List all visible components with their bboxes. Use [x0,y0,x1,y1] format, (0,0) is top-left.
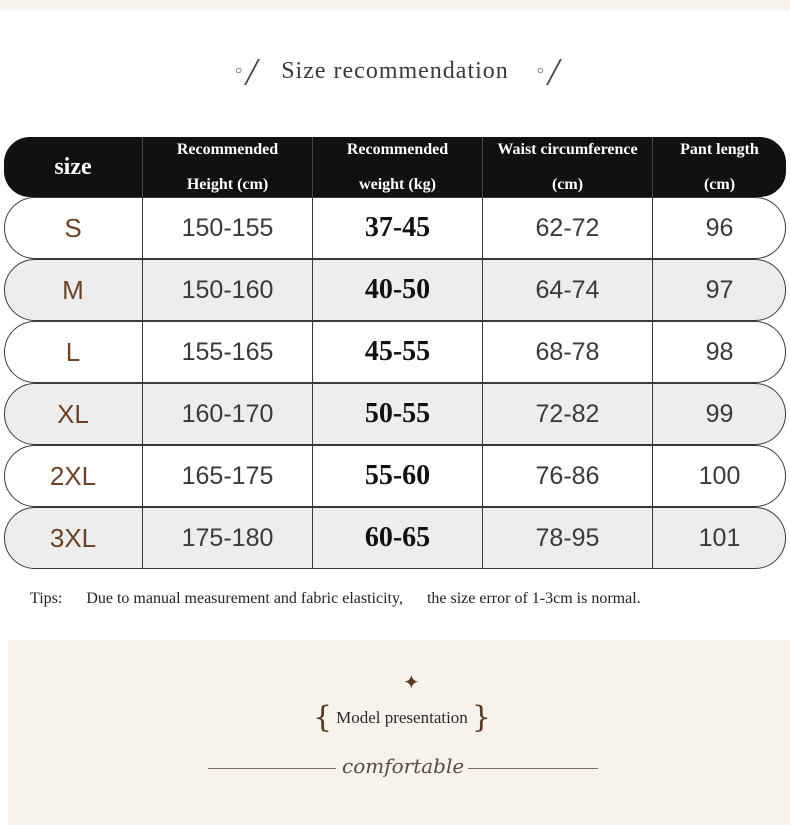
waist-cell: 78-95 [535,523,600,552]
table-row [4,445,786,507]
left-decoration-icon: ○ [235,59,253,85]
divider-right [468,768,598,769]
model-presentation-section [8,640,790,825]
divider-left [208,768,336,769]
header-waist: Waist circumference (cm) [482,137,652,197]
waist-cell: 68-78 [535,337,600,366]
header-size: size [54,153,92,180]
table-row [4,507,786,569]
height-cell: 155-165 [181,337,274,366]
title-section [0,58,790,85]
comfortable-script: comfortable [342,754,465,778]
size-cell: 3XL [49,522,97,553]
size-cell: 2XL [49,460,97,491]
title-row [235,58,555,85]
tips-text-1: Due to manual measurement and fabric elasticity, [86,590,403,607]
weight-cell: 50-55 [364,398,431,429]
waist-cell: 64-74 [535,275,600,304]
size-table [4,137,786,569]
height-cell: 165-175 [181,461,274,490]
model-presentation-label: Model presentation [336,707,468,727]
weight-cell: 45-55 [364,336,431,367]
size-cell: S [64,212,82,243]
pant-length-cell: 100 [698,461,741,490]
right-decoration-icon: ○ [537,59,555,85]
table-row [4,197,786,259]
height-cell: 175-180 [181,523,274,552]
right-brace-icon: } [471,700,491,735]
tips-text-2: the size error of 1-3cm is normal. [426,590,641,607]
pant-length-cell: 96 [705,213,734,242]
table-row [4,383,786,445]
weight-cell: 40-50 [364,274,431,305]
table-row [4,321,786,383]
weight-cell: 55-60 [364,460,431,491]
table-row [4,259,786,321]
table-header [4,137,786,197]
height-cell: 150-155 [181,213,274,242]
waist-cell: 76-86 [535,461,600,490]
size-cell: L [65,336,81,367]
star-icon: ✦ [403,672,420,694]
size-cell: M [62,274,84,305]
pant-length-cell: 98 [705,337,734,366]
size-cell: XL [57,398,89,429]
weight-cell: 60-65 [364,522,431,553]
header-weight: Recommended weight (kg) [312,137,482,197]
header-height: Recommended Height (cm) [142,137,312,197]
top-strip [0,0,790,10]
tips-label: Tips: [30,590,63,607]
waist-cell: 62-72 [535,213,600,242]
page-title: Size recommendation [281,58,509,84]
pant-length-cell: 99 [705,399,734,428]
pant-length-cell: 97 [705,275,734,304]
height-cell: 150-160 [181,275,274,304]
left-brace-icon: { [313,700,333,735]
model-presentation-heading [313,700,491,735]
header-pant-length: Pant length (cm) [652,137,786,197]
tips-note [30,590,790,608]
height-cell: 160-170 [181,399,274,428]
waist-cell: 72-82 [535,399,600,428]
weight-cell: 37-45 [364,212,431,243]
pant-length-cell: 101 [698,523,741,552]
